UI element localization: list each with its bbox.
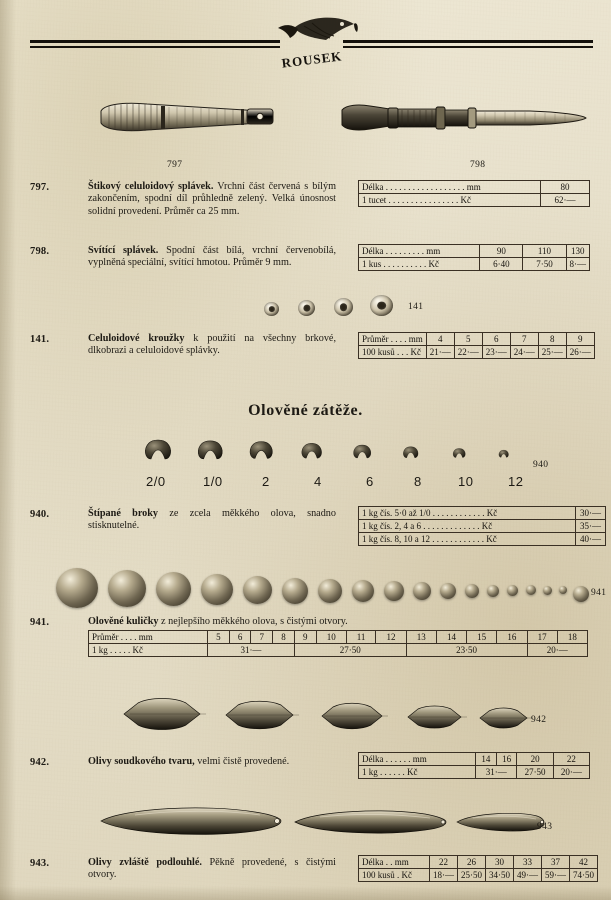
cell-value: 14 xyxy=(476,753,497,766)
lead-ball xyxy=(465,584,479,598)
cell-value: 40·— xyxy=(576,533,606,546)
figure-label-943: 943 xyxy=(537,822,553,832)
cell-value: 14 xyxy=(436,631,466,644)
illustration-940 xyxy=(140,437,540,465)
illustration-941 xyxy=(56,566,601,610)
price-table-797 xyxy=(358,180,590,207)
size-label: 2 xyxy=(262,474,270,489)
celluloid-ring xyxy=(298,300,315,316)
size-label: 8 xyxy=(414,474,422,489)
cell-value: 7 xyxy=(251,631,273,644)
lead-ball xyxy=(384,581,404,601)
cell-label: Průměr . . . . mm xyxy=(89,631,208,644)
lead-ball xyxy=(282,578,308,604)
cell-value: 49·— xyxy=(514,869,542,882)
cell-label: Délka . . mm xyxy=(359,856,430,869)
price-table-943 xyxy=(358,855,598,882)
brand-name: ROUSEK xyxy=(280,48,343,71)
figure-label-798: 798 xyxy=(470,160,486,170)
cell-value: 5 xyxy=(454,333,482,346)
lead-ball xyxy=(573,586,589,602)
item-text-940: ze zcela měkkého olova, snadno stisknutelné. xyxy=(88,508,336,532)
table-row xyxy=(359,766,590,779)
lead-ball xyxy=(559,586,567,594)
cell-label: 1 tucet . . . . . . . . . . . . . . . . Kč xyxy=(359,194,541,207)
lead-ball xyxy=(318,579,342,603)
lead-ball xyxy=(243,576,272,604)
cell-value: 34·50 xyxy=(486,869,514,882)
item-text-941: z nejlepšího měkkého olova, s čistými otvory. xyxy=(161,616,348,627)
cell-value: 22 xyxy=(430,856,458,869)
cell-label: Délka . . . . . . . . . mm xyxy=(359,245,480,258)
cell-value: 33 xyxy=(514,856,542,869)
table-row xyxy=(359,333,595,346)
cell-value: 9 xyxy=(566,333,594,346)
cell-label: 1 kg . . . . . Kč xyxy=(89,644,208,657)
illustration-141 xyxy=(258,293,418,321)
item-description-942 xyxy=(88,756,336,768)
cell-value: 27·50 xyxy=(517,766,553,779)
celluloid-ring xyxy=(370,295,393,316)
cell-label: 1 kg čís. 8, 10 a 12 . . . . . . . . . . . . Kč xyxy=(359,533,576,546)
cell-value: 6 xyxy=(482,333,510,346)
size-label: 1/0 xyxy=(203,474,223,489)
cell-value: 7 xyxy=(510,333,538,346)
lead-ball xyxy=(440,583,456,599)
lead-ball xyxy=(543,586,552,595)
cell-value: 7·50 xyxy=(523,258,566,271)
cell-value: 10 xyxy=(316,631,346,644)
cell-value: 26 xyxy=(458,856,486,869)
cell-label: Průměr . . . . mm xyxy=(359,333,427,346)
cell-value: 31·— xyxy=(208,644,295,657)
figure-label-940: 940 xyxy=(533,460,549,470)
item-number-797: 797. xyxy=(30,182,50,193)
size-row-940 xyxy=(0,474,611,494)
cell-value: 16 xyxy=(497,631,527,644)
cell-label: 1 kg čís. 2, 4 a 6 . . . . . . . . . . . . . Kč xyxy=(359,520,576,533)
item-title-940: Štípané broky xyxy=(88,508,159,519)
table-row xyxy=(359,856,598,869)
cell-value: 30·— xyxy=(576,507,606,520)
cell-value: 4 xyxy=(426,333,454,346)
lead-ball xyxy=(413,582,431,600)
item-title-798: Svítící splávek. xyxy=(88,245,159,256)
cell-value: 13 xyxy=(406,631,436,644)
lead-ball xyxy=(507,585,518,596)
illustration-798 xyxy=(330,96,595,141)
cell-label: 100 kusů . Kč xyxy=(359,869,430,882)
cell-value: 110 xyxy=(523,245,566,258)
table-row xyxy=(89,644,588,657)
cell-value: 37 xyxy=(542,856,570,869)
size-label: 10 xyxy=(458,474,474,489)
cell-value: 8 xyxy=(273,631,295,644)
price-table-940 xyxy=(358,506,606,546)
header-rule-left xyxy=(30,40,280,49)
illustration-943 xyxy=(95,800,545,840)
page-header xyxy=(30,28,593,74)
header-rule-right xyxy=(343,40,593,49)
cell-value: 6·40 xyxy=(480,258,523,271)
table-row xyxy=(359,869,598,882)
cell-value: 22·— xyxy=(454,346,482,359)
celluloid-ring xyxy=(334,298,353,316)
cell-value: 11 xyxy=(346,631,376,644)
cell-label: 1 kg . . . . . . Kč xyxy=(359,766,476,779)
cell-value: 24·— xyxy=(510,346,538,359)
item-text-943: Pěkně provedené, s čistými otvory. xyxy=(88,857,336,881)
table-row xyxy=(89,631,588,644)
cell-value: 25·— xyxy=(538,346,566,359)
cell-value: 42 xyxy=(570,856,598,869)
page-left-shadow xyxy=(0,0,16,900)
item-title-941: Olověné kuličky xyxy=(88,616,159,627)
item-title-942: Olivy soudkového tvaru, xyxy=(88,756,195,767)
item-description-797 xyxy=(88,181,336,218)
table-row xyxy=(359,507,606,520)
cell-value: 5 xyxy=(208,631,230,644)
lead-ball xyxy=(526,585,536,595)
cell-value: 8·— xyxy=(566,258,590,271)
cell-value: 20 xyxy=(517,753,553,766)
item-title-141: Celuloidové kroužky xyxy=(88,333,185,344)
cell-value: 23·— xyxy=(482,346,510,359)
cell-value: 25·50 xyxy=(458,869,486,882)
section-title: Olověné zátěže. xyxy=(248,402,363,419)
lead-ball xyxy=(487,585,499,597)
cell-value: 35·— xyxy=(576,520,606,533)
cell-value: 15 xyxy=(467,631,497,644)
figure-label-942: 942 xyxy=(531,715,547,725)
table-row xyxy=(359,181,590,194)
celluloid-ring xyxy=(264,302,279,316)
lead-ball xyxy=(352,580,374,602)
item-description-941 xyxy=(88,616,538,628)
cell-label: 100 kusů . . . Kč xyxy=(359,346,427,359)
cell-value: 27·50 xyxy=(294,644,406,657)
cell-value: 12 xyxy=(376,631,406,644)
illustration-942 xyxy=(110,694,535,734)
price-table-942 xyxy=(358,752,590,779)
item-text-141: k použití na všechny brkové, dlkobrazi a celuloidové splávky. xyxy=(88,333,336,357)
item-text-942: velmi čistě provedené. xyxy=(197,756,290,767)
illustration-797 xyxy=(95,98,285,138)
item-number-941: 941. xyxy=(30,617,50,628)
cell-value: 17 xyxy=(527,631,557,644)
cell-value: 23·50 xyxy=(406,644,527,657)
cell-value: 59·— xyxy=(542,869,570,882)
size-label: 4 xyxy=(314,474,322,489)
cell-value: 9 xyxy=(294,631,316,644)
page-bottom-shadow xyxy=(0,886,611,900)
table-row xyxy=(359,194,590,207)
table-row xyxy=(359,245,590,258)
table-row xyxy=(359,258,590,271)
lead-ball xyxy=(201,574,233,605)
item-title-797: Štikový celuloidový splávek. xyxy=(88,181,214,192)
table-row xyxy=(359,520,606,533)
cell-value: 18·— xyxy=(430,869,458,882)
item-description-141 xyxy=(88,333,336,358)
table-row xyxy=(359,753,590,766)
figure-label-141: 141 xyxy=(408,302,424,312)
cell-value: 31·— xyxy=(476,766,517,779)
item-description-943 xyxy=(88,857,336,882)
item-number-141: 141. xyxy=(30,334,50,345)
item-description-798 xyxy=(88,245,336,270)
cell-label: Délka . . . . . . mm xyxy=(359,753,476,766)
cell-value: 130 xyxy=(566,245,590,258)
item-number-940: 940. xyxy=(30,509,50,520)
item-text-798: Spodní část bílá, vrchní červenobílá, vyplněná speciální, svítící hmotou. Průměr 9 mm. xyxy=(88,245,337,269)
price-table-941 xyxy=(88,630,588,657)
figure-label-941: 941 xyxy=(591,588,607,598)
size-label: 12 xyxy=(508,474,524,489)
cell-value: 6 xyxy=(229,631,251,644)
cell-value: 26·— xyxy=(566,346,594,359)
item-number-942: 942. xyxy=(30,757,50,768)
cell-value: 22 xyxy=(553,753,589,766)
item-description-940 xyxy=(88,508,336,533)
cell-label: 1 kus . . . . . . . . . . Kč xyxy=(359,258,480,271)
price-table-798 xyxy=(358,244,590,271)
cell-value: 30 xyxy=(486,856,514,869)
cell-value: 90 xyxy=(480,245,523,258)
cell-value: 20·— xyxy=(527,644,588,657)
cell-value: 74·50 xyxy=(570,869,598,882)
cell-label: 1 kg čís. 5·0 až 1/0 . . . . . . . . . . . . Kč xyxy=(359,507,576,520)
table-row xyxy=(359,533,606,546)
size-label: 6 xyxy=(366,474,374,489)
item-number-943: 943. xyxy=(30,858,50,869)
item-number-798: 798. xyxy=(30,246,50,257)
cell-value: 80 xyxy=(541,181,590,194)
item-title-943: Olivy zvláště podlouhlé. xyxy=(88,857,202,868)
cell-value: 20·— xyxy=(553,766,589,779)
table-row xyxy=(359,346,595,359)
lead-ball xyxy=(156,572,191,606)
figure-label-797: 797 xyxy=(167,160,183,170)
price-table-141 xyxy=(358,332,595,359)
lead-ball xyxy=(56,568,98,608)
size-label: 2/0 xyxy=(146,474,166,489)
cell-label: Délka . . . . . . . . . . . . . . . . . . mm xyxy=(359,181,541,194)
item-text-797: Vrchní část červená s bílým zakončením, spodní díl průhledně zelený. Velká únosnost solidní provedení. Průměr ca 25 mm. xyxy=(88,181,336,217)
cell-value: 8 xyxy=(538,333,566,346)
lead-ball xyxy=(108,570,146,607)
cell-value: 62·— xyxy=(541,194,590,207)
cell-value: 16 xyxy=(496,753,517,766)
cell-value: 21·— xyxy=(426,346,454,359)
cell-value: 18 xyxy=(557,631,587,644)
